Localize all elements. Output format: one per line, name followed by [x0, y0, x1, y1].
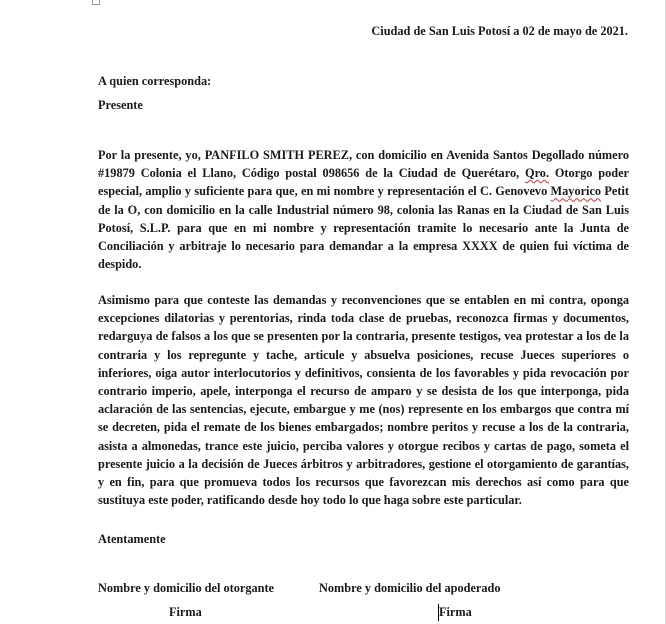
- date-line: Ciudad de San Luis Potosí a 02 de mayo de 2021.: [371, 24, 628, 38]
- firma-grantor: Firma: [169, 605, 202, 619]
- firma-attorney: Firma: [439, 605, 472, 619]
- closing-line: Atentamente: [98, 532, 166, 546]
- signature-label-attorney: Nombre y domicilio del apoderado: [319, 581, 501, 595]
- signature-label-grantor: Nombre y domicilio del otorgante: [98, 581, 275, 595]
- spellcheck-word-mayorico[interactable]: Mayorico: [550, 184, 602, 199]
- presente-line: Presente: [98, 98, 143, 112]
- paragraph-powers-list: Asimismo para que conteste las demandas y reconvenciones que se entablen en mi contra, oponga excepciones dilatorias y perentorias, rinda toda clase de pruebas, reconozca firmas y documentos, redarguya de falsos a los que se presenten por la contraria, presente testigos, vea protestar a los de la contraria y los repregunte y tache, articule y absuelva posiciones, recuse Jueces superiores o inferiores, oiga autor interlocutorios y definitivos, consienta de los favorables y pida revocación por contrario imperio, apele, interponga el recurso de amparo y se desista de los que interponga, pida aclaración de las sentencias, ejecute, embargue y me (nos) represente en los embargos que contra mí se decreten, pida el remate de los bienes embargados; nombre peritos y recuse a los de la contraria, asista a almonedas, trance este juicio, perciba valores y otorgue recibos y cartas de pago, someta el presente juicio a la decisión de Jueces árbitros y arbitradores, gestione el otorgamiento de garantías, y en fin, para que promueva todos los recursos que favorezcan mis derechos así como para que sustituya este poder, ratificando desde hoy todo lo que haga sobre este particular.: [98, 293, 629, 508]
- greeting: A quien corresponda:: [98, 74, 212, 88]
- page-corner-marker: [92, 0, 100, 5]
- paragraph1-text-c: Petit de la O, con domicilio en la calle Industrial número 98, colonia las Ranas en la Ciudad de San Luis Potosí, S.L.P. para que en mi nombre y representación tramite lo necesario ante la Junta de Conciliación y arbitraje lo necesario para demandar a la empresa XXXX de quien fui víctima de despido.: [98, 184, 629, 272]
- paragraph-granting-power: [98, 146, 629, 273]
- spellcheck-word-qro[interactable]: Qro.: [525, 166, 550, 181]
- paragraph1-text-b: Otorgo poder especial, amplio y suficiente para que, en mi nombre y representación el C. Genovevo: [98, 166, 629, 199]
- paragraph1-text-a: Por la presente, yo, PANFILO SMITH PEREZ, con domicilio en Avenida Santos Degollado número #19879 Colonia el Llano, Código postal 098656 de la Ciudad de Querétaro,: [98, 148, 629, 181]
